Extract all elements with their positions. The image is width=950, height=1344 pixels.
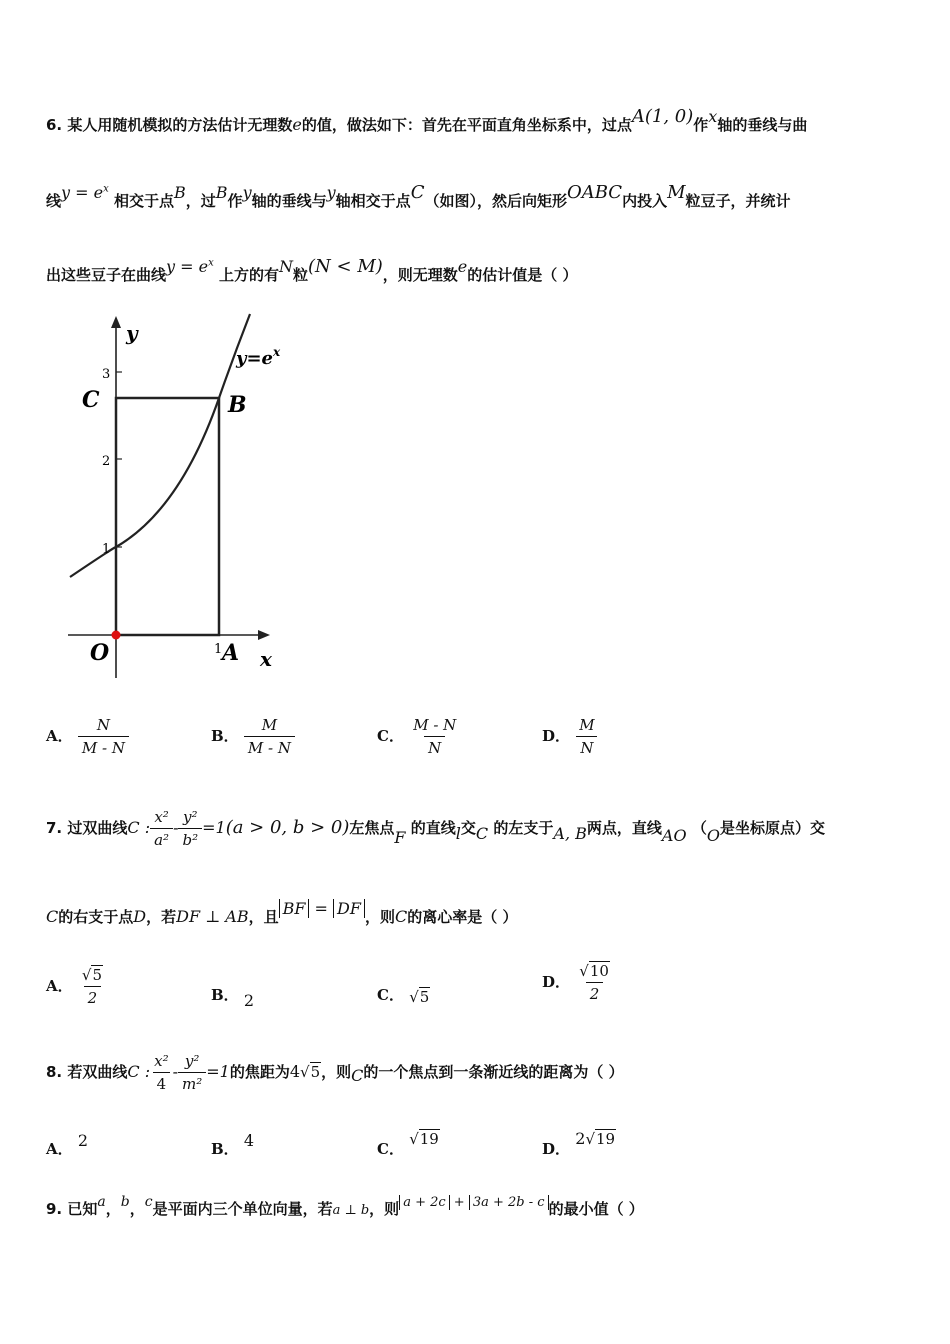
q8-number: 8. bbox=[46, 1063, 63, 1081]
q6-line-2: 线$y = e^x$ 相交于点B，过B作y轴的垂线与y轴相交于点C（如图），然后向矩形OABC内投入M粒豆子，并统计 bbox=[46, 182, 791, 210]
q8-line-1: 8. 若双曲线C : $\frac{\text{x²}}{4}$ - $\frac{\text{y²}}{\text{m²}}$ =1的焦距为4√5，则C的一个焦点到一条渐近线的距离为（ ） bbox=[46, 1052, 624, 1093]
origin-dot bbox=[112, 631, 121, 640]
q6-figure bbox=[60, 310, 300, 685]
q7-line-1: 7. 过双曲线C : $\frac{\text{x²}}{\text{a²}}$ - $\frac{\text{y²}}{\text{b²}}$ =1(a > 0, b > 0)左焦点F 的直线l交C 的左支于A, B两点，直线AO （O是坐标原点）交 bbox=[46, 808, 825, 849]
rect-oabc bbox=[116, 398, 219, 635]
tick-label-3: 3 bbox=[102, 367, 111, 382]
q6-option-a[interactable]: A． $\frac{N}{M - N}$ bbox=[46, 716, 129, 757]
q6-option-b[interactable]: B． $\frac{M}{M - N}$ bbox=[211, 716, 295, 757]
q6-line-1: 6. 某人用随机模拟的方法估计无理数e的值，做法如下：首先在平面直角坐标系中，过点A(1, 0)作x轴的垂线与曲 bbox=[46, 106, 808, 134]
x-axis-label: x bbox=[260, 647, 272, 671]
point-label-O: O bbox=[90, 640, 110, 666]
q8-option-c[interactable]: C． √19 bbox=[377, 1130, 439, 1158]
q8-option-a[interactable]: A． 2 bbox=[46, 1131, 89, 1158]
x-axis-arrow bbox=[258, 630, 270, 640]
q6-number: 6. bbox=[46, 116, 63, 134]
q7-line-2: C的右支于点D，若DF ⊥ AB，且 BF = DF ，则C的离心率是（ ） bbox=[46, 899, 518, 926]
q6-option-d[interactable]: D． $\frac{M}{N}$ bbox=[542, 716, 599, 757]
y-axis-arrow bbox=[111, 316, 121, 328]
q8-option-b[interactable]: B． 4 bbox=[211, 1131, 255, 1158]
q7-option-a[interactable]: A． $\frac{√5}{2}$ bbox=[46, 966, 102, 1007]
q6-line-3: 出这些豆子在曲线$y = e^x$ 上方的有N粒(N < M)，则无理数e的估计值是（ ） bbox=[46, 256, 578, 284]
y-axis-label: y bbox=[126, 321, 138, 345]
point-label-C: C bbox=[82, 387, 100, 413]
point-label-B: B bbox=[228, 392, 247, 418]
q7-option-b[interactable]: B． 2 bbox=[211, 986, 255, 1010]
q8-option-d[interactable]: D． 2√19 bbox=[542, 1129, 616, 1158]
curve-exp bbox=[70, 314, 250, 577]
q6-option-c[interactable]: C． $\frac{M - N}{N}$ bbox=[377, 716, 457, 757]
tick-label-2: 2 bbox=[102, 454, 111, 469]
q9-line-1: 9. 已知a，b，c是平面内三个单位向量，若a ⊥ b，则 a + 2c + 3a + 2b - c 的最小值（ ） bbox=[46, 1194, 644, 1218]
q7-option-c[interactable]: C． √5 bbox=[377, 986, 430, 1006]
q7-option-d[interactable]: D． $\frac{√10}{2}$ bbox=[542, 962, 609, 1003]
q9-number: 9. bbox=[46, 1200, 63, 1218]
q7-number: 7. bbox=[46, 819, 63, 837]
tick-label-1: 1 bbox=[102, 542, 111, 557]
curve-label: $y=e^x$ bbox=[236, 345, 281, 369]
point-label-A: A bbox=[222, 640, 240, 666]
tick-label-x1: 1 bbox=[214, 642, 223, 657]
